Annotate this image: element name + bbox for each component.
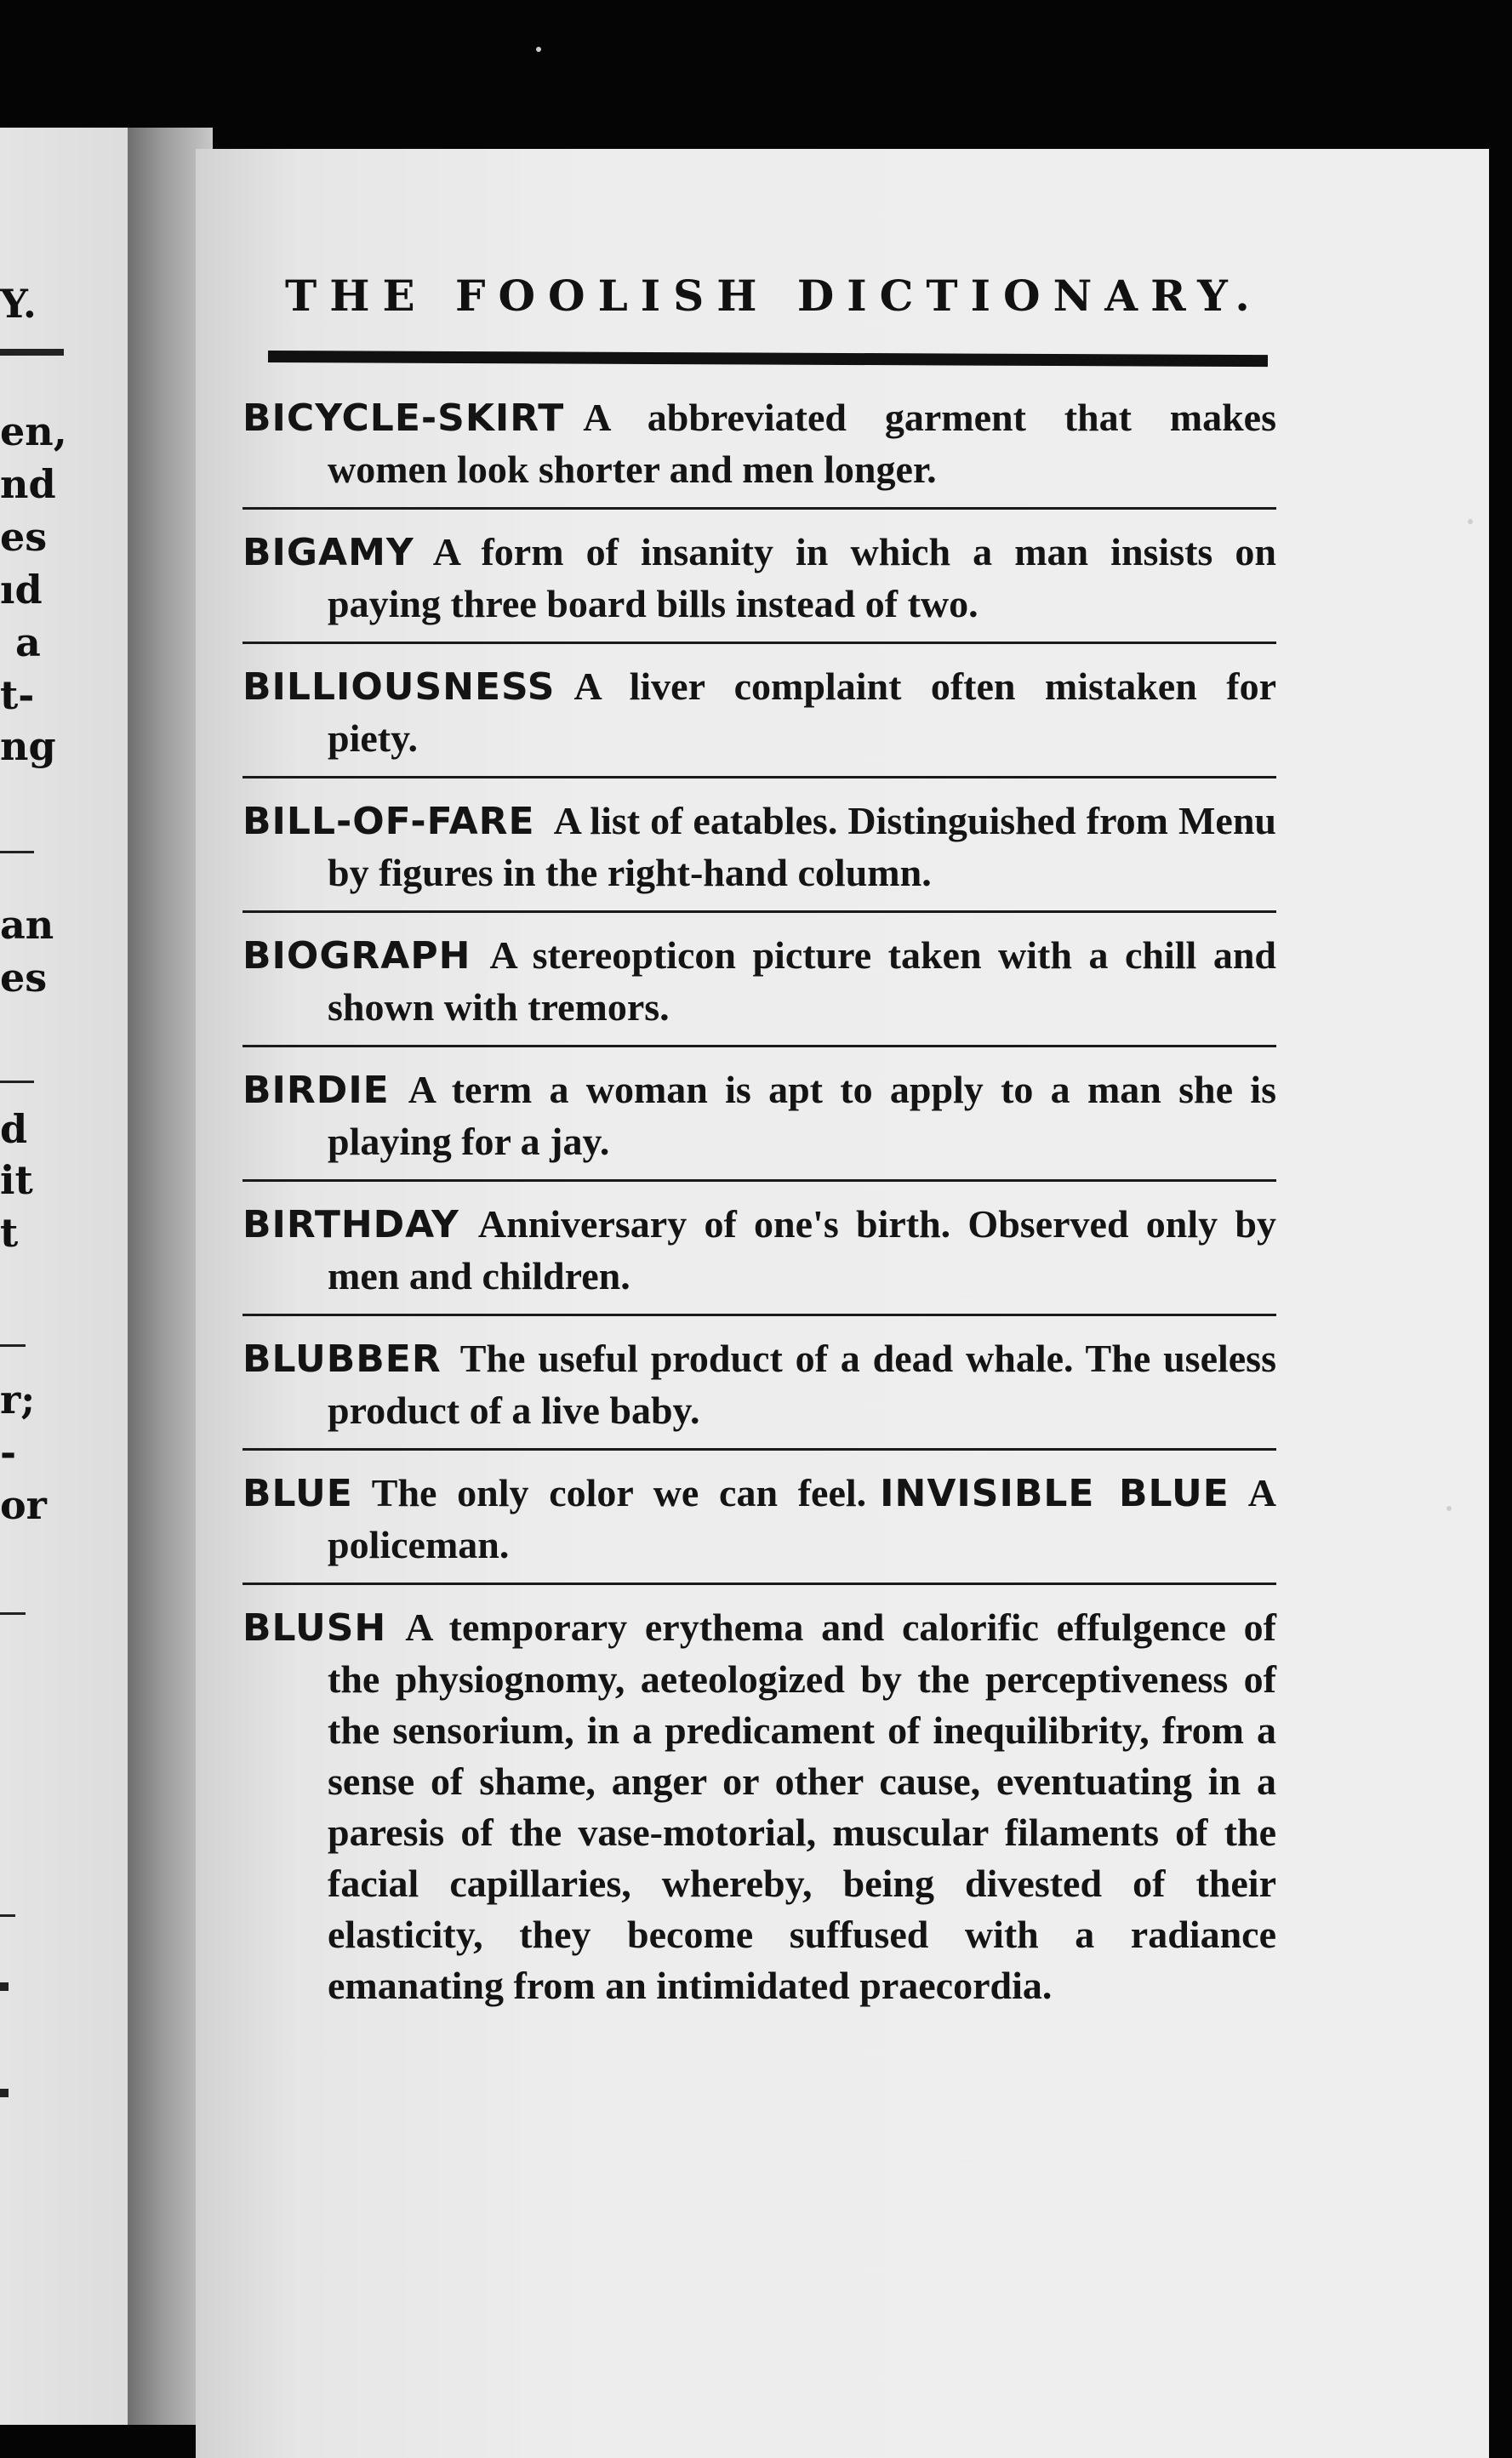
facing-fragment: it	[0, 1157, 33, 1203]
entry-rule	[242, 1314, 1276, 1316]
facing-fragment: or	[0, 1482, 47, 1528]
entry-definition: Anniversary of one's birth. Observed only by men and children.	[328, 1202, 1276, 1297]
facing-rule	[0, 1914, 15, 1917]
entry-rule	[242, 776, 1276, 778]
entry-definition: A stereopticon picture taken with a chill and shown with tremors.	[328, 933, 1276, 1029]
facing-fragment: nd	[0, 461, 56, 507]
entry-rule	[242, 910, 1276, 913]
entry-rule	[242, 1448, 1276, 1451]
entry-term: BICYCLE-SKIRT	[242, 396, 565, 440]
entry-rule	[242, 1179, 1276, 1182]
entry-term: BIGAMY	[242, 531, 414, 574]
entry-term: BILL-OF-FARE	[242, 800, 535, 843]
facing-mark	[0, 1982, 9, 1991]
dictionary-entry	[242, 925, 1276, 1041]
running-head: THE FOOLISH DICTIONARY.	[285, 271, 1263, 321]
dust-speck	[1446, 1506, 1452, 1511]
dictionary-entries	[242, 387, 1276, 2020]
dictionary-entry	[242, 1194, 1276, 1310]
dictionary-entry	[242, 522, 1276, 638]
entry-term: BLUSH	[242, 1606, 387, 1650]
entry-definition: The useful product of a dead whale. The useless product of a live baby.	[328, 1337, 1276, 1432]
facing-fragment: d	[0, 1106, 28, 1152]
entry-definition: A form of insanity in which a man insists on paying three board bills instead of two.	[328, 530, 1276, 625]
facing-fragment: t-	[0, 672, 35, 718]
entry-definition: A temporary erythema and calorific effulgence of the physiognomy, aeteologized by the perceptiveness of the sensorium, in a predicament of inequilibrity, from a sense of shame, anger or other cause, eventuating in a paresis of the vase-motorial, muscular filaments of the facial capillaries, whereby, being divested of their elasticity, they become suffused with a radiance emanating from an intimidated praecordia.	[328, 1605, 1276, 2007]
entry-term: BIRDIE	[242, 1069, 390, 1112]
facing-fragment: Y.	[0, 281, 37, 327]
entry-definition: A liver complaint often mistaken for piety.	[328, 664, 1276, 760]
entry-definition: A list of eatables. Distinguished from Menu by figures in the right-hand column.	[328, 799, 1276, 894]
entry-definition: A term a woman is apt to apply to a man she is playing for a jay.	[328, 1068, 1276, 1163]
dust-speck	[536, 47, 541, 52]
dictionary-entry	[242, 1059, 1276, 1176]
dictionary-entry	[242, 1597, 1276, 2020]
entry-definition: A abbreviated garment that makes women look shorter and men longer.	[328, 396, 1276, 491]
facing-fragment: es	[0, 955, 48, 1001]
entry-term: BILLIOUSNESS	[242, 665, 556, 709]
facing-fragment: t	[0, 1210, 19, 1256]
dictionary-entry	[242, 387, 1276, 504]
facing-mark	[0, 2089, 9, 2097]
facing-rule	[0, 851, 34, 853]
facing-fragment: -	[0, 1429, 17, 1475]
entry-term: BIRTHDAY	[242, 1203, 459, 1246]
entry-rule	[242, 1583, 1276, 1585]
facing-rule	[0, 1344, 26, 1347]
facing-fragment: an	[0, 902, 54, 948]
facing-fragment: es	[0, 514, 48, 560]
dictionary-entry	[242, 1328, 1276, 1445]
facing-fragment: en,	[0, 408, 67, 454]
entry-term: BIOGRAPH	[242, 934, 471, 978]
dictionary-entry	[242, 790, 1276, 907]
entry-subdefinition: A policeman.	[328, 1471, 1277, 1566]
entry-definition: The only color we can feel.	[371, 1471, 867, 1514]
facing-fragment: ıd	[0, 567, 43, 613]
entry-term: BLUE	[242, 1472, 353, 1515]
facing-fragment: a	[15, 619, 41, 665]
entry-rule	[242, 642, 1276, 644]
facing-rule	[0, 1612, 26, 1615]
entry-rule	[242, 507, 1276, 510]
facing-head-rule	[0, 349, 64, 356]
facing-fragment: r;	[0, 1377, 36, 1423]
facing-rule	[0, 1081, 34, 1083]
entry-rule	[242, 1045, 1276, 1047]
facing-fragment: ng	[0, 723, 56, 769]
dust-speck	[1468, 519, 1473, 524]
entry-subterm: INVISIBLE BLUE	[880, 1472, 1230, 1515]
dictionary-entry	[242, 1463, 1276, 1579]
dictionary-entry	[242, 656, 1276, 773]
entry-term: BLUBBER	[242, 1337, 442, 1381]
